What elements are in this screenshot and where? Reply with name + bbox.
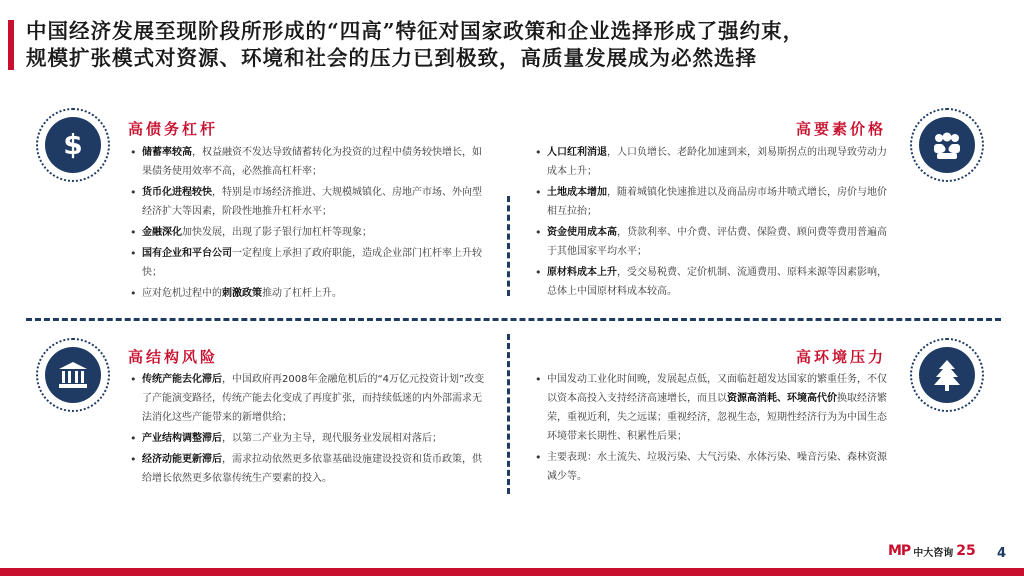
title-line-2: 规模扩张模式对资源、环境和社会的压力已到极致，高质量发展成为必然选择 (26, 46, 757, 70)
environment-bullet-item (533, 448, 895, 486)
bullet-keyword: 储蓄率较高 (142, 147, 192, 158)
factor-bullet-item (533, 183, 895, 221)
factor-heading: 高要素价格 (796, 120, 887, 138)
bullet-keyword: 人口红利消退 (547, 147, 607, 158)
bullet-keyword: 传统产能去化滞后 (142, 374, 222, 385)
bullet-text: ，人口负增长、老龄化加速到来，刘易斯拐点的出现导致劳动力成本上升； (547, 147, 887, 177)
tree-icon (932, 358, 962, 392)
bullet-text: ，需求拉动依然更多依靠基础设施建设投资和货币政策，供给增长依然更多依靠传统生产要素的投入。 (142, 454, 482, 484)
structure-bullet-item (128, 450, 490, 488)
dollar-icon (56, 128, 90, 162)
bullet-text: 主要表现：水土流失、垃圾污染、大气污染、水体污染、噪音污染、森林资源减少等。 (547, 452, 887, 482)
structure-bullet-item (128, 370, 490, 427)
title-accent-bar (8, 20, 14, 70)
logo-text: 中大咨询 (913, 547, 954, 559)
people-icon (930, 130, 964, 160)
environment-icon-circle (910, 338, 984, 412)
factor-bullet-item (533, 263, 895, 301)
debt-icon-circle (36, 108, 110, 182)
bullet-keyword: 国有企业和平台公司 (142, 248, 232, 259)
title-line-1: 中国经济发展至现阶段所形成的“四高”特征对国家政策和企业选择形成了强约束， (26, 19, 805, 43)
environment-heading: 高环境压力 (796, 348, 887, 366)
bullet-keyword: 刺激政策 (222, 288, 262, 299)
page-title (26, 18, 1016, 72)
factor-bullet-item (533, 143, 895, 181)
structure-heading: 高结构风险 (128, 348, 219, 366)
bullet-text: ，以第二产业为主导，现代服务业发展相对落后； (222, 433, 442, 444)
bullet-text: ，贷款利率、中介费、评估费、保险费、顾问费等费用普遍高于其他国家平均水平； (547, 227, 887, 257)
vertical-divider-bottom (507, 334, 510, 494)
factor-list (533, 143, 895, 303)
horizontal-divider (26, 318, 1001, 321)
bullet-text: ，特别是市场经济推进、大规模城镇化、房地产市场、外向型经济扩大等因素，阶段性地推升杠杆水平； (142, 187, 482, 217)
debt-bullet-item (128, 284, 490, 303)
company-logo (888, 543, 976, 559)
bullet-text: ，中国政府再2008年金融危机后的“4万亿元投资计划”改变了产能演变路径，传统产能去化变成了再度扩张，而持续低迷的内外部需求无法消化这些产能带来的新增供给； (142, 374, 485, 423)
factor-icon-circle (910, 108, 984, 182)
structure-icon-circle (36, 338, 110, 412)
bullet-keyword: 金融深化 (142, 227, 182, 238)
factor-bullet-item (533, 223, 895, 261)
bullet-lead-text: 应对危机过程中的 (142, 288, 222, 299)
bullet-text: 推动了杠杆上升。 (262, 288, 342, 299)
bullet-keyword: 资源高消耗、环境高代价 (727, 393, 837, 404)
bullet-text: ，随着城镇化快速推进以及商品房市场井喷式增长，房价与地价相互拉抬； (547, 187, 887, 217)
bullet-keyword: 土地成本增加 (547, 187, 607, 198)
bullet-keyword: 货币化进程较快 (142, 187, 212, 198)
svg-text:$: $ (63, 128, 83, 161)
bullet-keyword: 产业结构调整滞后 (142, 433, 222, 444)
structure-bullet-item (128, 429, 490, 448)
logo-mark: MP (888, 543, 911, 559)
bank-icon (57, 360, 89, 390)
debt-heading: 高债务杠杆 (128, 120, 219, 138)
bullet-keyword: 经济动能更新滞后 (142, 454, 222, 465)
footer-accent-bar (0, 568, 1024, 576)
bullet-text: ，受交易税费、定价机制、流通费用、原料来源等因素影响，总体上中国原材料成本较高。 (547, 267, 887, 297)
bullet-keyword: 原材料成本上升 (547, 267, 617, 278)
debt-bullet-item (128, 223, 490, 242)
bullet-text: 加快发展，出现了影子银行加杠杆等现象； (182, 227, 372, 238)
debt-bullet-item (128, 183, 490, 221)
debt-bullet-item (128, 244, 490, 282)
bullet-text: 换取经济繁荣，重视近利，失之远谋；重视经济，忽视生态，短期性经济行为为中国生态环境带来长期性、积累性后果； (547, 393, 887, 442)
environment-list (533, 370, 895, 488)
debt-bullet-item (128, 143, 490, 181)
logo-badge: 25 (956, 543, 976, 559)
page-number: 4 (997, 546, 1007, 561)
bullet-keyword: 资金使用成本高 (547, 227, 617, 238)
debt-list (128, 143, 490, 305)
vertical-divider-top (507, 196, 510, 296)
structure-list (128, 370, 490, 490)
bullet-text: ，权益融资不发达导致储蓄转化为投资的过程中债务较快增长，如果债务使用效率不高，必然推高杠杆率； (142, 147, 482, 177)
environment-bullet-item (533, 370, 895, 446)
bullet-text: 一定程度上承担了政府职能，造成企业部门杠杆率上升较快； (142, 248, 482, 278)
bullet-lead-text: 中国发动工业化时间晚，发展起点低，又面临赶超发达国家的繁重任务，不仅以资本高投入支持经济高速增长，而且以 (547, 374, 887, 404)
